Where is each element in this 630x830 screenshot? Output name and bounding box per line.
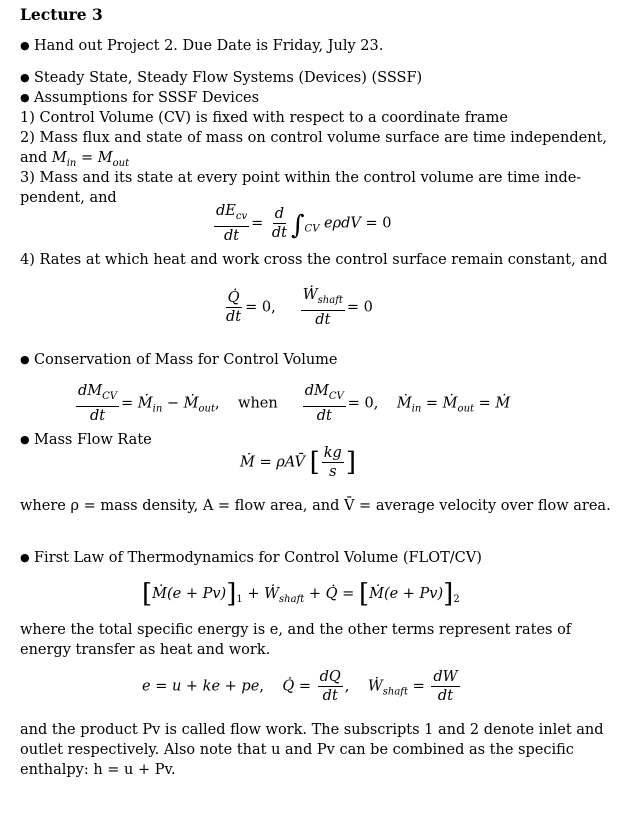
bullet-icon: ● [20,39,30,52]
assumption-4: 4) Rates at which heat and work cross the control surface remain constant, and [20,252,608,268]
bullet-first-law [20,548,612,568]
bullet-project [20,36,612,56]
assumption-1: 1) Control Volume (CV) is fixed with respect to a coordinate frame [20,110,508,126]
bullet-text: Conservation of Mass for Control Volume [34,352,338,368]
text-when: when [238,395,278,412]
equation-energy-cv: $\frac{dE_{cv}}{dt}$ = $\frac{d}{dt}$ $\int_{CV}$ eρdV = 0 [216,203,392,244]
paragraph-flow-work: and the product Pv is called flow work. The subscripts 1 and 2 denote inlet and outlet respectively. Also note that u and Pv can be combined as the specific enthalpy: h = u + Pv. [20,722,604,778]
paragraph-energy: where the total specific energy is e, and the other terms represent rates of energy transfer as heat and work. [20,622,572,658]
bullet-text: Assumptions for SSSF Devices [34,90,260,106]
equation-energy-terms: e = u + ke + pe, Q̇ = $\frac{dQ}{dt}$ , Ẇ$_{shaft}$ = $\frac{dW}{dt}$ [142,669,458,704]
equation-mass-conservation: $\frac{dM_{CV}}{dt}$ = Ṁ$_{in}$ − Ṁ$_{out}$, when $\frac{dM_{CV}}{dt}$ = 0, Ṁ$_{in}$ = Ṁ$_{out}$ = Ṁ [78,383,511,424]
assumption-2-cont: and $M_{in} = M_{out}$ [20,150,130,169]
equation-rates-constant: $\frac{Q̇}{dt}$ = 0, $\frac{Ẇ_{shaft}}{dt}$ = 0 [226,287,373,328]
bullet-text: Hand out Project 2. Due Date is Friday, July 23. [34,38,384,54]
bullet-assumptions [20,88,612,108]
bullet-text: First Law of Thermodynamics for Control Volume (FLOT/CV) [34,550,482,566]
page-title: Lecture 3 [20,5,103,24]
paragraph-definitions: where ρ = mass density, A = flow area, and V̄ = average velocity over flow area. [20,498,611,514]
bullet-text: Steady State, Steady Flow Systems (Devices) (SSSF) [34,70,423,86]
equation-first-law: [Ṁ(e + $Pv)]_1$ + Ẇ$_{shaft}$ + Q̇ = [Ṁ(e + $Pv)]_2$ [142,579,460,609]
bullet-text: Mass Flow Rate [34,432,152,448]
bullet-icon: ● [20,551,30,564]
bullet-icon: ● [20,71,30,84]
bullet-icon: ● [20,433,30,446]
bullet-sssf [20,68,612,88]
bullet-conservation [20,350,612,370]
assumption-2: 2) Mass flux and state of mass on control volume surface are time independent, [20,130,607,146]
text-and: and [20,150,52,166]
assumption-3: 3) Mass and its state at every point within the control volume are time inde- [20,170,582,186]
bullet-icon: ● [20,91,30,104]
assumption-3-cont: pendent, and [20,190,117,206]
equation-mass-flow-rate: Ṁ = ρAV̄ [ $\frac{kg}{s}$ ] [240,445,356,480]
bullet-icon: ● [20,353,30,366]
